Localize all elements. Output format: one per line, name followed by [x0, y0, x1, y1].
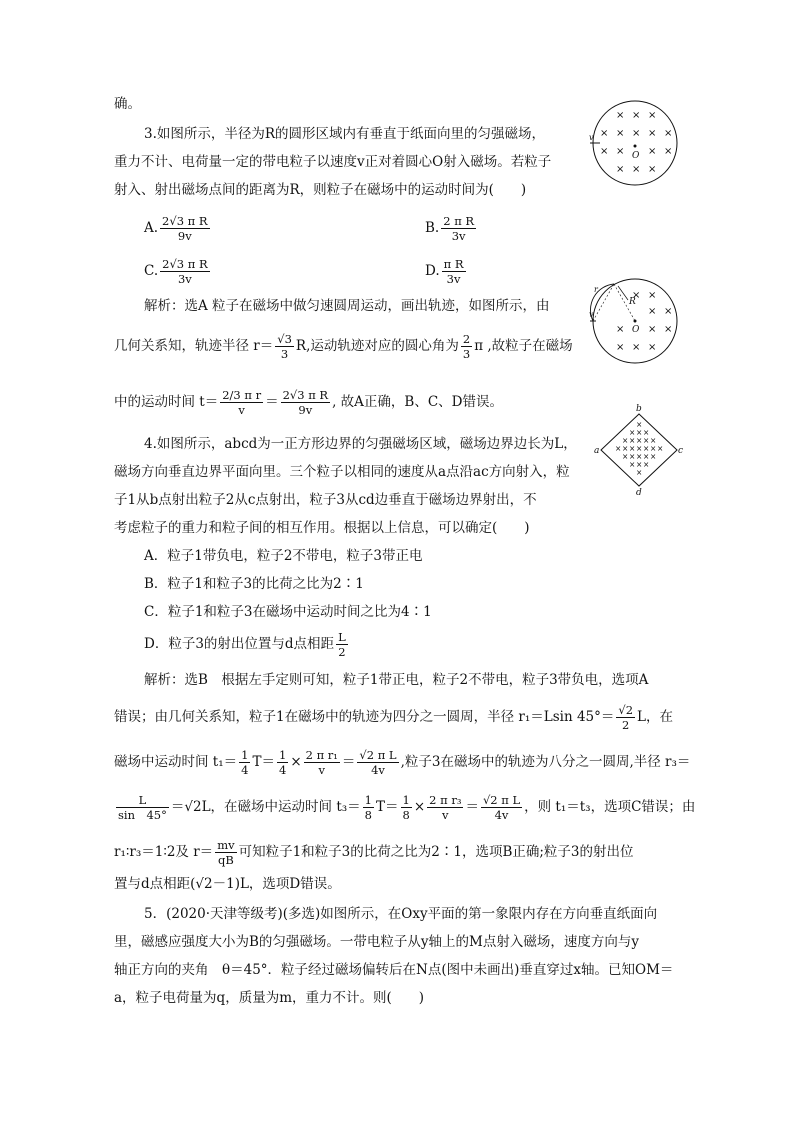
- option-d: D．粒子3的射出位置与d点相距 $\frac{L}{2}$: [144, 630, 346, 659]
- svg-text:×: ×: [629, 460, 636, 469]
- svg-text:×: ×: [616, 128, 625, 139]
- svg-text:×: ×: [632, 342, 641, 353]
- svg-text:×: ×: [629, 444, 636, 453]
- svg-text:×: ×: [622, 444, 629, 453]
- option-c: C．粒子1和粒子3在磁场中运动时间之比为4∶1: [144, 604, 432, 620]
- vertex-label-d: d: [636, 488, 642, 498]
- center-label-o: O: [632, 151, 640, 161]
- svg-text:×: ×: [648, 306, 657, 317]
- svg-text:×: ×: [648, 342, 657, 353]
- solution-4-line-2: 错误；由几何关系知，粒子1在磁场中的轨迹为四分之一圆周，半径 r₁＝Lsin 45°＝ $\frac{√2}{2}$ L，在: [114, 703, 673, 732]
- option-b: B．粒子1和粒子3的比荷之比为2∶1: [144, 576, 364, 592]
- svg-text:×: ×: [648, 146, 657, 157]
- text-line: 子1从b点射出粒子2从c点射出，粒子3从cd边垂直于磁场边界射出，不: [114, 492, 537, 508]
- option-c: C. $\frac{\text{2√3 π R}}{3v}$: [144, 257, 208, 286]
- svg-text:×: ×: [629, 436, 636, 445]
- svg-text:×: ×: [616, 324, 625, 335]
- radius-label-r-lower: r: [594, 285, 598, 294]
- svg-text:×: ×: [664, 306, 673, 317]
- text-line: 重力不计、电荷量一定的带电粒子以速度v正对着圆心O射入磁场。若粒子: [114, 154, 552, 170]
- svg-text:×: ×: [636, 444, 643, 453]
- svg-text:×: ×: [650, 436, 657, 445]
- text-line: 考虑粒子的重力和粒子间的相互作用。根据以上信息，可以确定( ): [114, 520, 530, 536]
- solution-4-line-3: 磁场中运动时间 t₁＝ $\frac{1}{4}$ T＝ $\frac{1}{4}$ × $\frac{\text{2 π r₁}}{v}$ ＝ $\frac{\text{√2 π L}}{4v}$ ,粒子3在磁场中的轨迹为八分之一圆周,半径 r₃＝: [114, 748, 691, 777]
- vertex-label-b: b: [636, 404, 642, 414]
- svg-text:×: ×: [622, 452, 629, 461]
- svg-text:×: ×: [648, 128, 657, 139]
- solution-3-line-1: 解析：选A 粒子在磁场中做匀速圆周运动，画出轨迹，如图所示，由: [144, 298, 550, 314]
- option-a: A．粒子1带负电，粒子2不带电，粒子3带正电: [144, 548, 423, 564]
- square-field-figure: [594, 404, 684, 496]
- option-a: A. $\frac{\text{2√3 π R}}{9v}$: [144, 214, 208, 243]
- svg-text:×: ×: [600, 146, 609, 157]
- circular-field-figure: [590, 98, 680, 188]
- svg-text:×: ×: [648, 110, 657, 121]
- svg-text:×: ×: [643, 460, 650, 469]
- center-label-o: O: [632, 325, 640, 335]
- text-line: 射入、射出磁场点间的距离为R，则粒子在磁场中的运动时间为( ): [114, 182, 527, 198]
- svg-text:×: ×: [615, 444, 622, 453]
- svg-text:×: ×: [636, 452, 643, 461]
- trajectory-figure: [590, 276, 680, 366]
- svg-text:×: ×: [632, 110, 641, 121]
- svg-text:×: ×: [629, 428, 636, 437]
- svg-text:×: ×: [664, 146, 673, 157]
- solution-3-line-2: 几何关系知，轨迹半径 r＝ $\frac{√3}{3}$ R,运动轨迹对应的圆心角为 $\frac{2}{3}$ π ,故粒子在磁场: [114, 332, 573, 361]
- svg-text:×: ×: [636, 468, 643, 477]
- svg-text:×: ×: [650, 452, 657, 461]
- svg-text:×: ×: [643, 428, 650, 437]
- svg-text:×: ×: [616, 164, 625, 175]
- svg-text:×: ×: [643, 444, 650, 453]
- solution-4-line-6: 置与d点相距(√2－1)L，选项D错误。: [114, 876, 341, 892]
- svg-text:×: ×: [636, 460, 643, 469]
- svg-text:×: ×: [632, 164, 641, 175]
- question-4-stem: 4.如图所示，abcd为一正方形边界的匀强磁场区域，磁场边界边长为L，: [144, 436, 577, 452]
- svg-text:×: ×: [643, 452, 650, 461]
- svg-text:×: ×: [622, 436, 629, 445]
- vertex-label-c: c: [678, 446, 684, 456]
- text-line: 确。: [114, 96, 141, 112]
- svg-text:×: ×: [636, 436, 643, 445]
- svg-text:×: ×: [664, 128, 673, 139]
- solution-4-line-4: $\frac{L}{\sin 45^\circ}$ ＝√2L，在磁场中运动时间 t₃＝ $\frac{1}{8}$ T＝ $\frac{1}{8}$ × $\frac{\text{2 π r₃}}{v}$ ＝ $\frac{\text{√2 π L}}{4v}$ ，则 t₁＝t₃，选项C错误；由: [118, 793, 696, 822]
- radius-label-r-upper: R: [629, 297, 636, 307]
- velocity-label: v: [589, 133, 594, 142]
- svg-text:×: ×: [632, 290, 641, 301]
- svg-text:×: ×: [643, 436, 650, 445]
- svg-text:×: ×: [616, 146, 625, 157]
- svg-text:×: ×: [650, 444, 657, 453]
- question-3-stem: 3.如图所示，半径为R的圆形区域内有垂直于纸面向里的匀强磁场，: [144, 126, 546, 142]
- svg-text:×: ×: [664, 324, 673, 335]
- svg-text:×: ×: [657, 444, 664, 453]
- svg-text:×: ×: [600, 128, 609, 139]
- svg-text:×: ×: [648, 290, 657, 301]
- vertex-label-a: a: [594, 446, 600, 456]
- svg-text:×: ×: [648, 164, 657, 175]
- option-b: B. $\frac{\text{2 π R}}{3v}$: [425, 214, 475, 243]
- solution-4-line-1: 解析：选B 根据左手定则可知，粒子1带正电，粒子2不带电，粒子3带负电，选项A: [144, 672, 649, 688]
- svg-text:×: ×: [636, 428, 643, 437]
- text-line: 里，磁感应强度大小为B的匀强磁场。一带电粒子从y轴上的M点射入磁场，速度方向与y: [114, 934, 639, 950]
- svg-text:×: ×: [648, 324, 657, 335]
- svg-text:×: ×: [629, 452, 636, 461]
- text-line: 磁场方向垂直边界平面向里。三个粒子以相同的速度从a点沿ac方向射入，粒: [114, 464, 570, 480]
- velocity-label: v: [589, 310, 594, 319]
- question-5-stem: 5．(2020·天津等级考)(多选)如图所示，在Oxy平面的第一象限内存在方向垂直纸面向: [144, 906, 658, 922]
- svg-text:×: ×: [616, 110, 625, 121]
- text-line: 轴正方向的夹角 θ＝45°．粒子经过磁场偏转后在N点(图中未画出)垂直穿过x轴。已知OM＝: [114, 962, 674, 978]
- solution-4-line-5: r₁∶r₃＝1∶2及 r＝ $\frac{mv}{qB}$ 可知粒子1和粒子3的比荷之比为2∶1，选项B正确;粒子3的射出位: [114, 838, 634, 867]
- solution-3-line-3: 中的运动时间 t＝ $\frac{\text{2/3 π r}}{v}$ ＝ $\frac{\text{2√3 π R}}{9v}$ , 故A正确，B、C、D错误。: [114, 388, 503, 417]
- option-d: D. $\frac{\text{π R}}{3v}$: [425, 257, 464, 286]
- svg-text:×: ×: [616, 342, 625, 353]
- text-line: a，粒子电荷量为q，质量为m，重力不计。则( ): [114, 990, 425, 1006]
- svg-text:×: ×: [632, 128, 641, 139]
- svg-text:×: ×: [636, 420, 643, 429]
